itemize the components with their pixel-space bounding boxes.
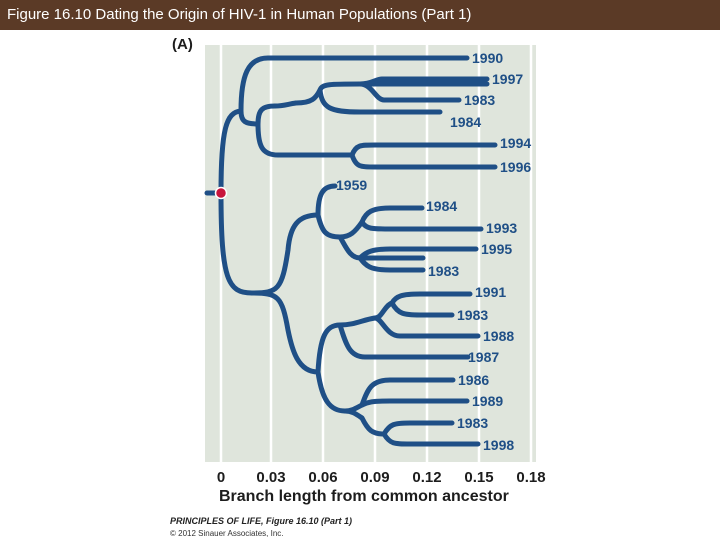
x-tick-label: 0.18 bbox=[516, 469, 546, 486]
x-tick-label: 0.09 bbox=[360, 469, 390, 486]
figure-credit: PRINCIPLES OF LIFE, Figure 16.10 (Part 1) bbox=[170, 516, 353, 526]
branch bbox=[241, 111, 258, 124]
tip-label: 1996 bbox=[500, 159, 532, 175]
root-node bbox=[216, 188, 227, 199]
tip-label: 1987 bbox=[468, 349, 500, 365]
x-tick-label: 0 bbox=[216, 469, 226, 486]
branch bbox=[352, 145, 495, 155]
x-tick-label: 0.03 bbox=[256, 469, 286, 486]
tip-label: 1984 bbox=[450, 114, 482, 130]
branch bbox=[318, 186, 335, 215]
tip-label: 1986 bbox=[458, 372, 490, 388]
tip-label: 1998 bbox=[483, 437, 515, 453]
branch bbox=[318, 325, 340, 372]
tip-label: 1988 bbox=[483, 328, 515, 344]
tip-label: 1991 bbox=[475, 284, 507, 300]
tip-label: 1983 bbox=[464, 92, 496, 108]
tip-label: 1984 bbox=[426, 198, 458, 214]
tip-label: 1983 bbox=[457, 307, 489, 323]
branch bbox=[345, 411, 384, 434]
tip-label: 1959 bbox=[336, 177, 368, 193]
copyright-notice: © 2012 Sinauer Associates, Inc. bbox=[170, 529, 284, 538]
tip-label: 1997 bbox=[492, 71, 524, 87]
branch bbox=[275, 103, 296, 106]
branch bbox=[258, 106, 275, 124]
tip-label: 1990 bbox=[472, 50, 504, 66]
branch bbox=[362, 222, 481, 229]
x-axis-title: Branch length from common ancestor bbox=[219, 488, 509, 505]
branch-lower-clade bbox=[221, 193, 252, 293]
branch bbox=[362, 401, 467, 405]
slide-title: Figure 16.10 Dating the Origin of HIV-1 in Human Populations (Part 1) bbox=[7, 6, 472, 23]
branch bbox=[340, 325, 468, 357]
branch bbox=[252, 215, 318, 293]
branch bbox=[252, 293, 318, 372]
branch bbox=[318, 215, 340, 237]
tip-label: 1995 bbox=[481, 241, 513, 257]
tip-label: 1983 bbox=[457, 415, 489, 431]
tip-label: 1989 bbox=[472, 393, 504, 409]
branch bbox=[384, 434, 478, 444]
branch bbox=[384, 423, 452, 434]
x-tick-label: 0.15 bbox=[464, 469, 494, 486]
branch bbox=[340, 318, 375, 325]
branch bbox=[392, 303, 452, 315]
tip-label: 1983 bbox=[428, 263, 460, 279]
x-axis-ticks bbox=[217, 469, 546, 486]
tip-label: 1993 bbox=[486, 220, 518, 236]
x-tick-label: 0.12 bbox=[412, 469, 442, 486]
x-tick-label: 0.06 bbox=[308, 469, 338, 486]
tip-label: 1994 bbox=[500, 135, 532, 151]
branch bbox=[352, 155, 495, 167]
branch-upper-clade bbox=[221, 111, 241, 193]
branch bbox=[340, 208, 422, 237]
panel-label: (A) bbox=[172, 36, 193, 53]
